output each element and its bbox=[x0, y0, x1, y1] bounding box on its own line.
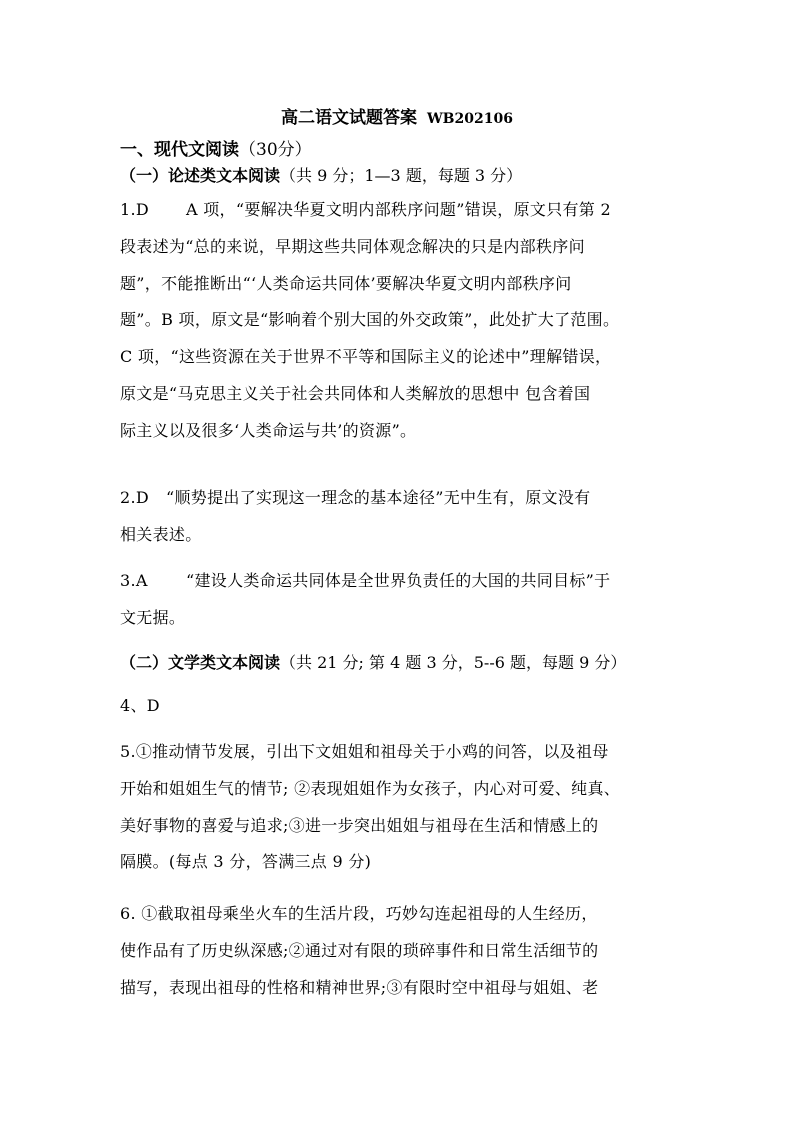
answer-q6 bbox=[120, 896, 676, 1006]
answer-line: 文无据。 bbox=[120, 607, 186, 627]
answer-line: 隔膜。(每点 3 分，答满三点 9 分) bbox=[120, 852, 372, 872]
answer-line: 际主义以及很多‘人类命运与共’的资源”。 bbox=[120, 420, 417, 440]
answer-q2 bbox=[120, 480, 676, 554]
document-title bbox=[0, 104, 794, 133]
answer-line: 美好事物的喜爱与追求;③进一步突出姐姐与祖母在生活和情感上的 bbox=[120, 815, 599, 835]
question-number: 3.A bbox=[120, 571, 148, 590]
question-number: 1.D bbox=[120, 200, 149, 219]
subsection-heading-literary bbox=[120, 650, 626, 676]
answer-q1 bbox=[120, 192, 676, 450]
subsection-note: （共 21 分; 第 4 题 3 分，5--6 题，每题 9 分） bbox=[280, 653, 627, 672]
question-number: 2.D bbox=[120, 488, 149, 507]
answer-line: 开始和姐姐生气的情节; ②表现姐姐作为女孩子，内心对可爱、纯真、 bbox=[120, 778, 621, 798]
answer-q5 bbox=[120, 734, 676, 881]
answer-line: 描写，表现出祖母的性格和精神世界;③有限时空中祖母与姐姐、老 bbox=[120, 977, 599, 997]
answer-line: C 项，“这些资源在关于世界不平等和国际主义的论述中”理解错误， bbox=[120, 347, 612, 367]
answer-line: 使作品有了历史纵深感;②通过对有限的琐碎事件和日常生活细节的 bbox=[120, 940, 599, 960]
answer-q4 bbox=[120, 688, 676, 725]
answer-line: 5.①推动情节发展，引出下文姐姐和祖母关于小鸡的问答，以及祖母 bbox=[120, 742, 609, 761]
answer-line: 题”，不能推断出“‘人类命运共同体’要解决华夏文明内部秩序问 bbox=[120, 273, 572, 293]
subsection-heading-text: （二）文学类文本阅读 bbox=[120, 653, 281, 672]
answer-line: 原文是“马克思主义关于社会共同体和人类解放的思想中 包含着国 bbox=[120, 383, 591, 403]
answer-line: 3.A “建设人类命运共同体是全世界负责任的大国的共同目标”于 bbox=[120, 563, 676, 600]
section-score: （30分） bbox=[239, 140, 312, 160]
answer-line: 题”。B 项，原文是“影响着个别大国的外交政策”，此处扩大了范围。 bbox=[120, 310, 620, 330]
section-heading-text: 一、现代文阅读 bbox=[120, 140, 239, 160]
section-heading-modern-reading bbox=[120, 137, 312, 163]
exam-code: WB202106 bbox=[426, 111, 513, 127]
answer-line: 2.D “顺势提出了实现这一理念的基本途径”无中生有，原文没有 bbox=[120, 480, 676, 517]
answer-line: 相关表述。 bbox=[120, 524, 202, 544]
answer-line: 段表述为“总的来说，早期这些共同体观念解决的只是内部秩序问 bbox=[120, 236, 585, 256]
answer-line: 6. ①截取祖母乘坐火车的生活片段，巧妙勾连起祖母的人生经历， bbox=[120, 904, 598, 923]
answer-q3 bbox=[120, 563, 676, 637]
subsection-note: （共 9 分；1—3 题，每题 3 分） bbox=[280, 166, 523, 185]
title-text: 高二语文试题答案 bbox=[281, 108, 418, 128]
answer-line: 1.D A 项，“要解决华夏文明内部秩序问题”错误，原文只有第 2 bbox=[120, 192, 676, 229]
answer-line: 4、D bbox=[120, 696, 160, 715]
subsection-heading-text: （一）论述类文本阅读 bbox=[120, 166, 281, 185]
subsection-heading-argumentative bbox=[120, 163, 522, 189]
